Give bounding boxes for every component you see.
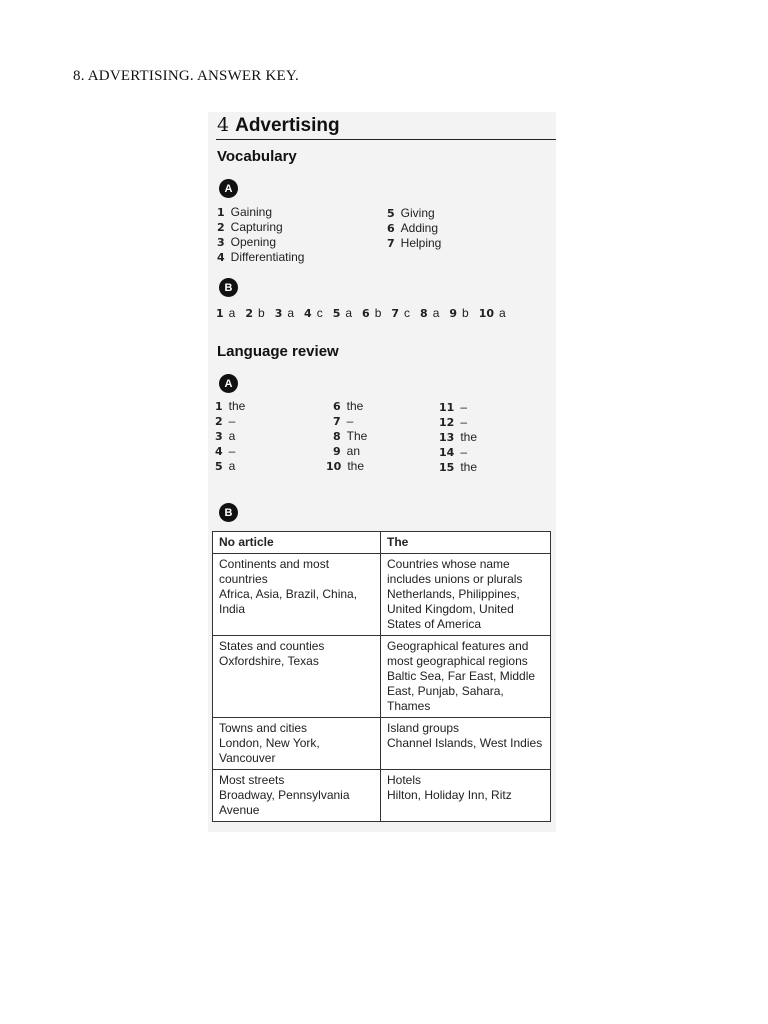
list-item: 7 Helping (387, 236, 442, 250)
language-review-heading: Language review (217, 343, 339, 360)
list-item: 2 b (245, 306, 265, 320)
list-item: 12 – (439, 415, 467, 429)
list-item: 9 b (449, 306, 469, 320)
article-table (212, 531, 551, 822)
list-item: 3 a (274, 306, 295, 320)
list-item: 2 – (215, 414, 236, 428)
list-item: 9 an (333, 444, 361, 458)
list-item: 10 a (478, 306, 506, 320)
list-item: 1 the (215, 399, 246, 413)
list-item: 5 a (215, 459, 236, 473)
language-review-a-badge: A (219, 374, 238, 393)
table-row (213, 554, 551, 636)
list-item: 1 a (216, 306, 236, 320)
list-item: 6 Adding (387, 221, 439, 235)
table-cell: Most streets Broadway, Pennsylvania Avenue (213, 770, 381, 822)
list-item: 1 Gaining (217, 205, 273, 219)
unit-title (217, 114, 340, 137)
table-cell: States and counties Oxfordshire, Texas (213, 636, 381, 718)
list-item: 6 b (362, 306, 382, 320)
list-item: 4 c (304, 306, 323, 320)
list-item: 7 c (391, 306, 411, 320)
language-review-b-badge: B (219, 503, 238, 522)
list-item: 3 a (215, 429, 236, 443)
vocabulary-b-answers (216, 306, 516, 320)
list-item: 15 the (439, 460, 477, 474)
vocabulary-b-badge: B (219, 278, 238, 297)
document-title: 8. ADVERTISING. ANSWER KEY. (73, 68, 299, 84)
table-row (213, 770, 551, 822)
list-item: 11 – (439, 400, 467, 414)
list-item: 4 – (215, 444, 236, 458)
column-header-the: The (381, 532, 551, 554)
unit-number: 4 (217, 114, 230, 136)
list-item: 5 Giving (387, 206, 435, 220)
column-header-no-article: No article (213, 532, 381, 554)
unit-title-rule (216, 139, 556, 140)
list-item: 5 a (332, 306, 353, 320)
list-item: 4 Differentiating (217, 250, 305, 264)
table-row (213, 636, 551, 718)
vocabulary-a-badge: A (219, 179, 238, 198)
list-item: 3 Opening (217, 235, 277, 249)
unit-name: Advertising (235, 115, 340, 136)
table-cell: Countries whose name includes unions or plurals Netherlands, Philippines, United Kingdom, United States of America (381, 554, 551, 636)
table-cell: Island groups Channel Islands, West Indies (381, 718, 551, 770)
list-item: 14 – (439, 445, 467, 459)
vocabulary-heading: Vocabulary (217, 148, 297, 165)
list-item: 8 The (333, 429, 368, 443)
list-item: 6 the (333, 399, 364, 413)
list-item: 10 the (326, 459, 364, 473)
table-cell: Hotels Hilton, Holiday Inn, Ritz (381, 770, 551, 822)
table-cell: Continents and most countries Africa, Asia, Brazil, China, India (213, 554, 381, 636)
table-cell: Towns and cities London, New York, Vancouver (213, 718, 381, 770)
list-item: 8 a (420, 306, 440, 320)
list-item: 7 – (333, 414, 354, 428)
list-item: 13 the (439, 430, 477, 444)
list-item: 2 Capturing (217, 220, 283, 234)
table-row (213, 718, 551, 770)
table-cell: Geographical features and most geographical regions Baltic Sea, Far East, Middle East, Punjab, Sahara, Thames (381, 636, 551, 718)
table-header-row (213, 532, 551, 554)
